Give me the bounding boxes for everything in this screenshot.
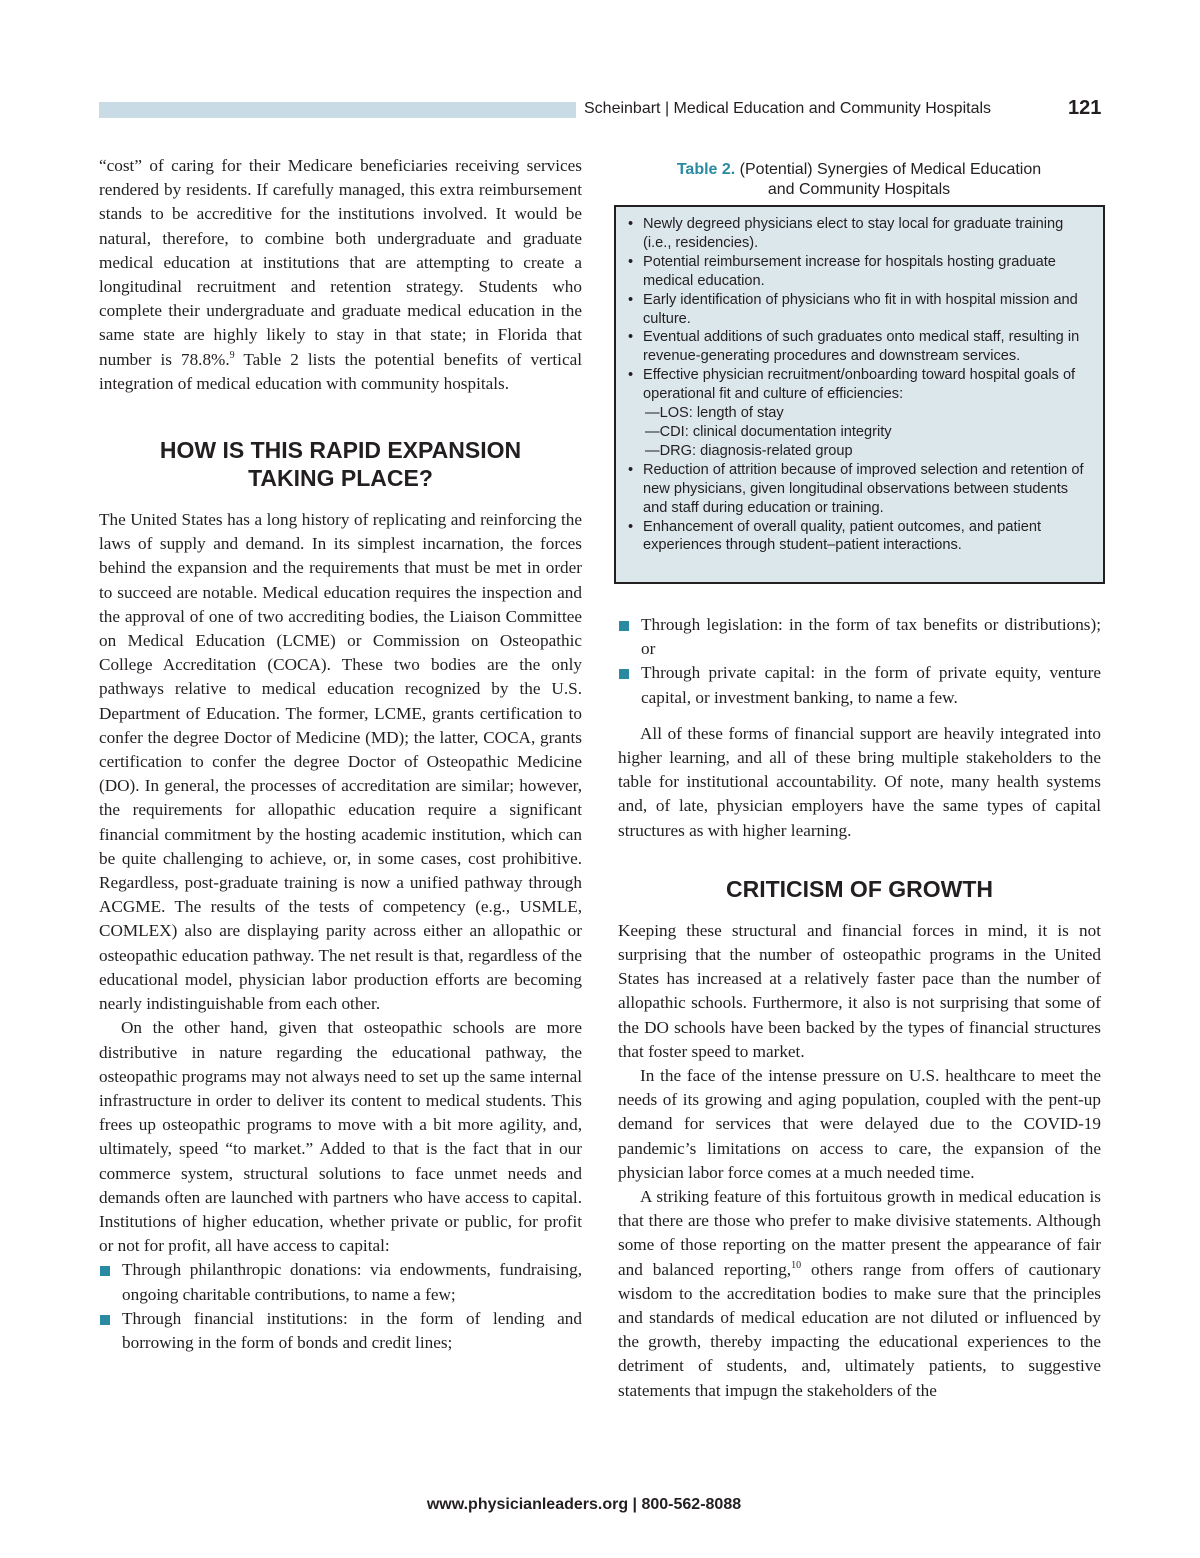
table-caption: Table 2. (Potential) Synergies of Medical Education and Community Hospitals [676,161,1042,198]
page-footer: www.physicianleaders.org | 800-562-8088 [426,1496,742,1513]
list-item: Through private capital: in the form of private equity, venture capital, or investment banking, to name a few. [618,661,1101,709]
table-item: • Potential reimbursement increase for hospitals hosting graduate medical education. [628,253,1056,289]
running-head: Scheinbart | Medical Education and Community Hospitals [584,100,992,117]
section-heading: CRITICISM OF GROWTH [725,875,994,902]
bullet-dot-icon: • [628,518,634,535]
table-box [614,205,1105,584]
reference-marker: 10 [791,1259,802,1271]
list-item: Through legislation: in the form of tax benefits or distributions); or [618,613,1101,661]
square-bullet-icon [100,1266,110,1276]
body-paragraph: A striking feature of this fortuitous growth in medical education is that there are those who prefer to make divisive statements. Although some of those reporting on the matter present the appearance of fair and balanced reporting,$^{10}$ others range from offers of cautionary wisdom to the accreditation bodies to make sure that the principles and standards of medical education are not diluted or influenced by the growth, thereby impacting the educational experiences to the detriment of students, and, ultimately patients, to suggestive statements that impugn the stakeholders of the [618,1187,1101,1400]
table-item: • Reduction of attrition because of improved selection and retention of new physicians, given longitudinal observations between students and staff during education or training. [628,461,1084,516]
section-heading: HOW IS THIS RAPID EXPANSION TAKING PLACE? [159,437,522,492]
table-label: Table 2. [676,161,736,178]
header-color-bar [99,102,576,118]
left-column [99,154,582,1355]
square-bullet-icon [619,669,629,679]
body-paragraph: In the face of the intense pressure on U.S. healthcare to meet the needs of its growing and aging population, coupled with the pent-up demand for services that were delayed due to the COVID-19 pandemic’s limitations on access to care, the expansion of the physician labor force comes at a much needed time. [618,1066,1101,1182]
bullet-dot-icon: • [628,461,634,478]
list-item: Through philanthropic donations: via endowments, fundraising, ongoing charitable contributions, to name a few; [99,1258,582,1306]
table-list [624,215,1095,555]
body-paragraph: Keeping these structural and financial forces in mind, it is not surprising that the number of osteopathic programs in the United States has increased at a relatively faster pace than the number of allopathic schools. Furthermore, it also is not surprising that some of the DO schools have been backed by the types of financial structures that foster speed to market. [618,920,1101,1061]
body-paragraph: “cost” of caring for their Medicare beneficiaries receiving services rendered by residents. If carefully managed, this extra reimbursement stands to be accreditive for the institutions involved. It would be natural, therefore, to combine both undergraduate and graduate medical education at institutions that are attempting to create a longitudinal recruitment and retention strategy. Students who complete their undergraduate and graduate medical education in the same state are highly likely to stay in that state; in Florida that number is 78.8%.$^9$ Table 2 lists the potential benefits of vertical integration of medical education with community hospitals. [99,156,582,393]
reference-marker: 9 [229,349,235,361]
table-item: • Effective physician recruitment/onboarding toward hospital goals of operational fit and culture of efficiencies: —LOS: length of stay —CDI: clinical documentation integrity —DRG: diagnosis-related group [624,366,1095,461]
table-subitem: —LOS: length of stay [645,405,784,422]
list-item: Through financial institutions: in the form of lending and borrowing in the form of bonds and credit lines; [99,1307,582,1355]
bullet-dot-icon: • [628,291,634,308]
bullet-dot-icon: • [628,253,634,270]
table-item: • Enhancement of overall quality, patient outcomes, and patient experiences through student–patient interactions. [628,518,1042,554]
bullet-list [99,1258,582,1355]
table-subitem: —CDI: clinical documentation integrity [645,423,892,440]
page-number: 121 [1068,97,1102,119]
table-subitem: —DRG: diagnosis-related group [645,442,853,459]
body-paragraph: On the other hand, given that osteopathic schools are more distributive in nature regarding the educational pathway, the osteopathic programs may not always need to set up the same internal infrastructure in order to deliver its content to medical students. This frees up osteopathic programs to move with a bit more agility, and, ultimately, speed “to market.” Added to that is the fact that in our commerce system, structural solutions to face unmet needs and demands often are launched with partners who have access to capital. Institutions of higher education, whether private or public, for profit or not for profit, all have access to capital: [99,1018,582,1256]
bullet-dot-icon: • [628,216,634,232]
table-item: • Newly degreed physicians elect to stay local for graduate training (i.e., residencies). [628,216,1064,251]
square-bullet-icon [100,1315,110,1325]
table-item: • Eventual additions of such graduates onto medical staff, resulting in revenue-generating procedures and downstream services. [628,329,1080,365]
bullet-list [618,613,1101,710]
table-item: • Early identification of physicians who fit in with hospital mission and culture. [628,291,1078,327]
bullet-dot-icon: • [628,367,634,384]
square-bullet-icon [619,621,629,631]
body-paragraph: All of these forms of financial support are heavily integrated into higher learning, and all of these bring multiple stakeholders to the table for institutional accountability. Of note, many health systems and, of late, physician employers have the same types of capital structures as with higher learning. [618,723,1101,840]
body-paragraph: The United States has a long history of replicating and reinforcing the laws of supply and demand. In its simplest incarnation, the forces behind the expansion and the requirements that must be met in order to succeed are notable. Medical education requires the inspection and the approval of one of two accrediting bodies, the Liaison Committee on Medical Education (LCME) or Commission on Osteopathic College Accreditation (COCA). These two bodies are the only pathways relative to medical education recognized by the U.S. Department of Education. The former, LCME, grants certification to confer the degree Doctor of Medicine (MD); the latter, COCA, grants certification to confer the degree Doctor of Osteopathic Medicine (DO). In general, the processes of accreditation are similar; however, the requirements for allopathic education require a significant financial commitment by the hosting academic institution, which can be quite challenging to achieve, or, in some cases, cost prohibitive. Regardless, post-graduate training is now a unified pathway through ACGME. The results of the tests of competency (e.g., USMLE, COMLEX) also are displaying parity across either an allopathic or osteopathic education pathway. The net result is that, regardless of the educational model, physician labor production efforts are becoming nearly indistinguishable from each other. [99,510,582,1014]
bullet-dot-icon: • [628,329,634,346]
right-column [618,613,1101,1403]
